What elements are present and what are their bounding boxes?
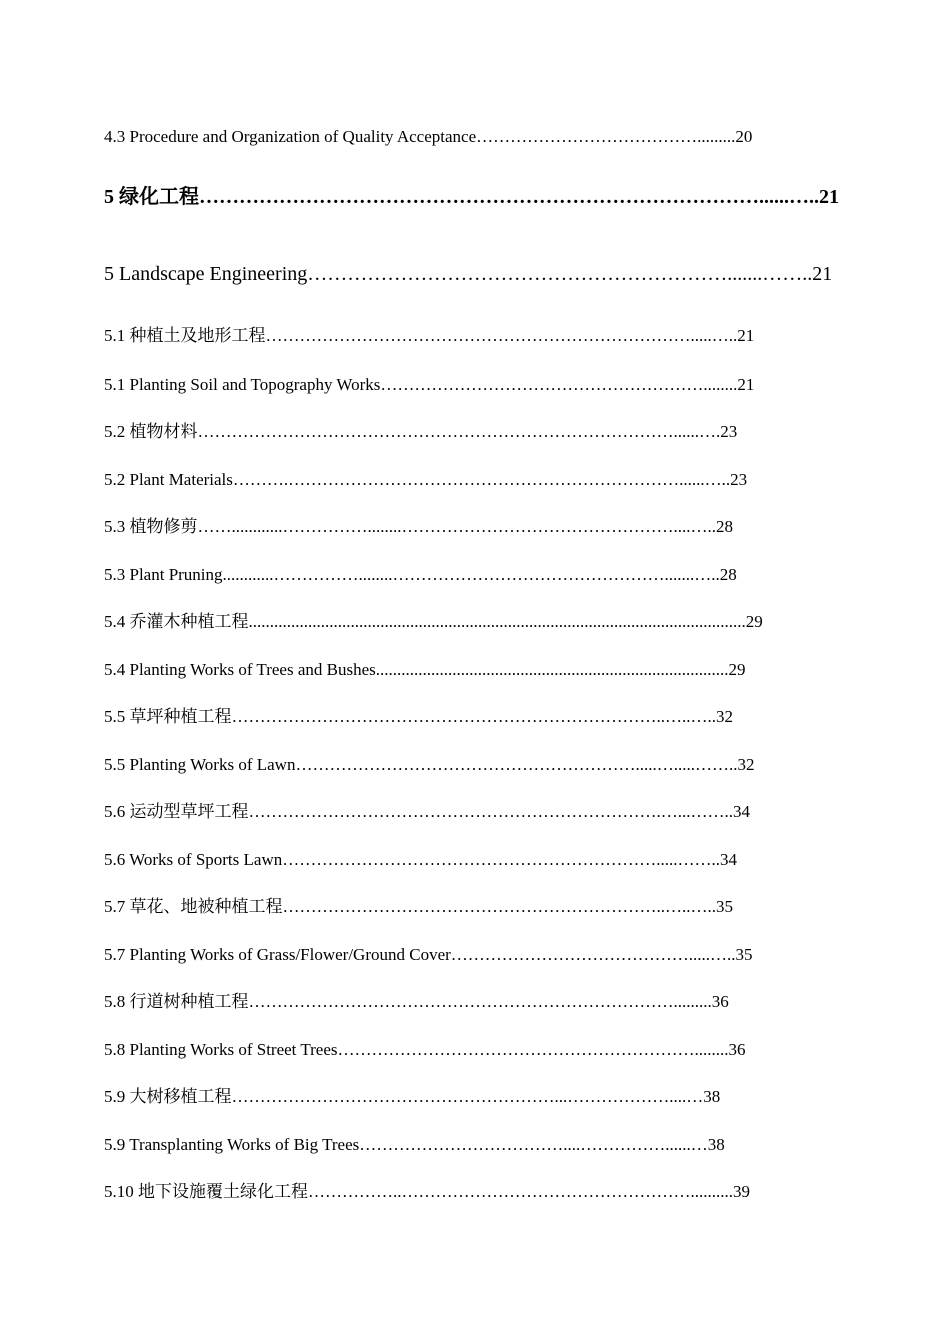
toc-entry-5-4-cn[interactable]: 5.4 乔灌木种植工程.....................................................................................................................29	[104, 612, 763, 631]
toc-entry-5-7-cn[interactable]: 5.7 草花、地被种植工程…………………………………………………………..…..…..35	[104, 897, 733, 916]
toc-entry-5-2-en[interactable]: 5.2 Plant Materials……….……………………………………………………………......…..23	[104, 470, 748, 489]
toc-entry-5-9-cn[interactable]: 5.9 大树移植工程…………………………………………………...………………....…38	[104, 1087, 721, 1106]
toc-entry-5-3-en[interactable]: 5.3 Plant Pruning............……………........………………………………………….......…..28	[104, 565, 737, 584]
toc-entry-5-5-en[interactable]: 5.5 Planting Works of Lawn…………………………………………………….....….....……..32	[104, 755, 755, 774]
toc-entry-5-9-en[interactable]: 5.9 Transplanting Works of Big Trees………………………………....……………......…38	[104, 1135, 725, 1154]
toc-entry-4-3-en[interactable]: 4.3 Procedure and Organization of Quality Acceptance………………………………….........20	[104, 127, 753, 146]
toc-entry-5-1-cn[interactable]: 5.1 种植土及地形工程………………………………………………………………….....…..21	[104, 326, 755, 345]
toc-entry-5-6-cn[interactable]: 5.6 运动型草坪工程……………………………………………………………….…...……..34	[104, 802, 750, 821]
toc-entry-5-3-cn[interactable]: 5.3 植物修剪……............……………........…………………………………………....…..28	[104, 517, 733, 536]
toc-entry-5-5-cn[interactable]: 5.5 草坪种植工程…………………………………………………………………..…..…..32	[104, 707, 733, 726]
toc-entry-5-6-en[interactable]: 5.6 Works of Sports Lawn………………………………………………………….....……..34	[104, 850, 737, 869]
toc-entry-5-en[interactable]: 5 Landscape Engineering……………………………………………………….......……..21	[104, 263, 833, 285]
toc-entry-5-7-en[interactable]: 5.7 Planting Works of Grass/Flower/Ground Cover…………………………………….....…..35	[104, 945, 753, 964]
toc-entry-5-cn[interactable]: 5 绿化工程…………………………………………………………………………......…..21	[104, 186, 839, 208]
toc-entry-5-2-cn[interactable]: 5.2 植物材料…………………………………………………………………………......….23	[104, 422, 738, 441]
toc-entry-5-8-en[interactable]: 5.8 Planting Works of Street Trees………………………………………………………........36	[104, 1040, 746, 1059]
toc-entry-5-1-en[interactable]: 5.1 Planting Soil and Topography Works…………………………………………………........21	[104, 375, 755, 394]
toc-entry-5-8-cn[interactable]: 5.8 行道树种植工程………………………………………………………………….........36	[104, 992, 729, 1011]
toc-entry-5-4-en[interactable]: 5.4 Planting Works of Trees and Bushes...................................................................................29	[104, 660, 746, 679]
toc-entry-5-10-cn[interactable]: 5.10 地下设施覆土绿化工程……………..……………………………………………..........39	[104, 1182, 750, 1201]
